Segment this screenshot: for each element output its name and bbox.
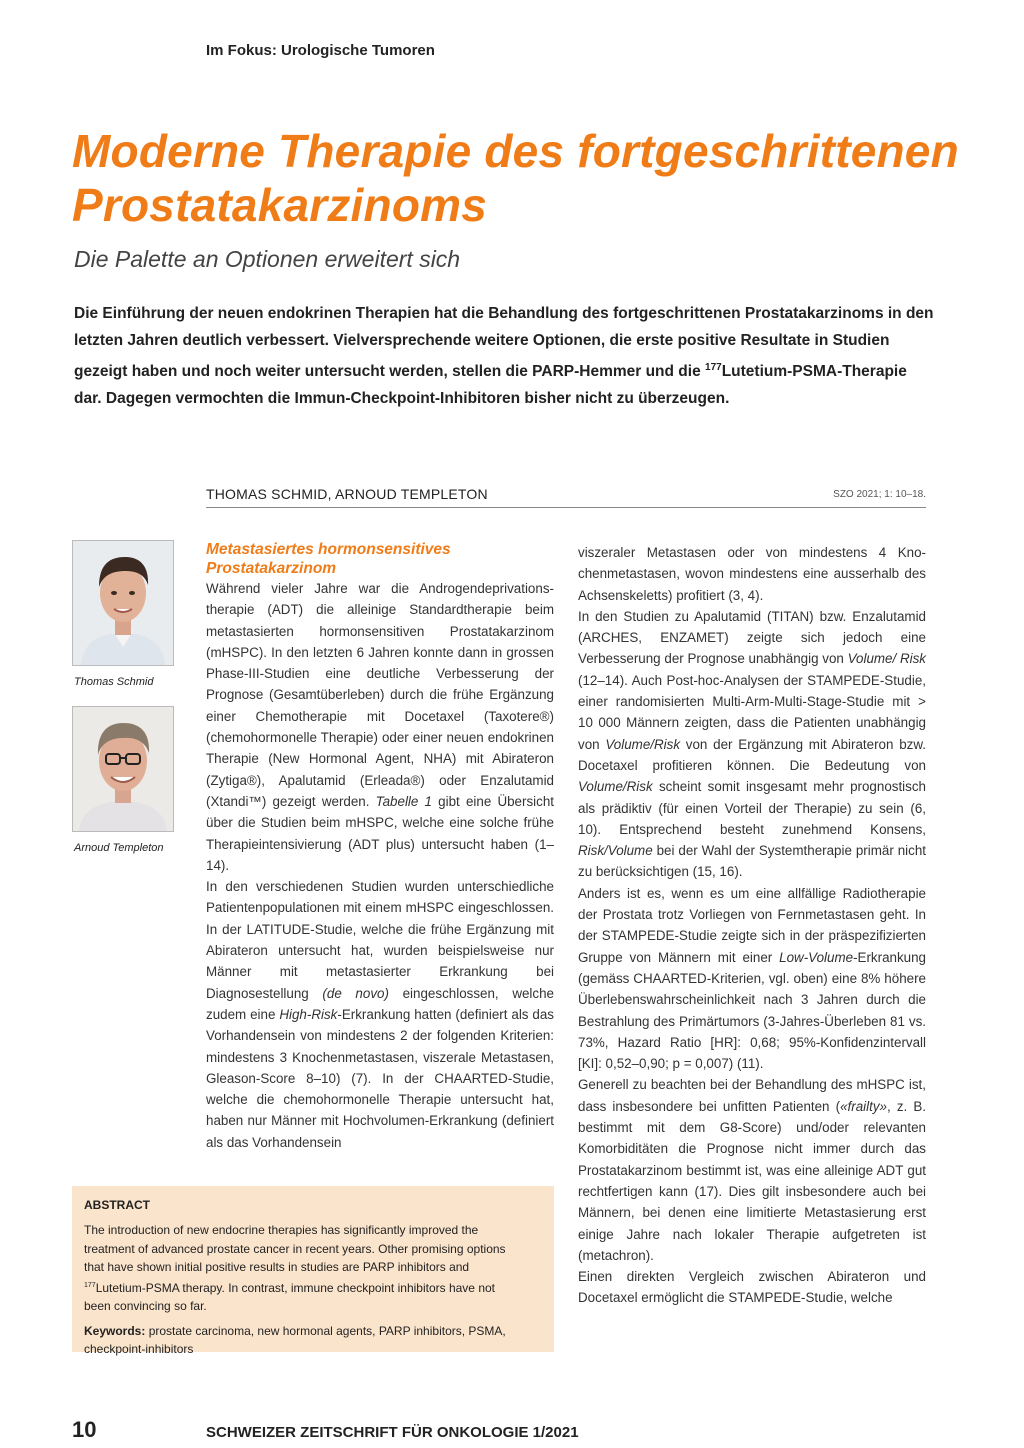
text-run: bei der Wahl der Systemtherapie primär nicht zu berücksichtigen (15, 16). [578,843,926,880]
author-photo-thomas-schmid [72,540,174,666]
abstract-text [84,1221,508,1316]
text-run: eingeschlossen, welche zudem eine [206,985,554,1022]
page-number: 10 [72,1417,97,1442]
text-run: Lutetium-PSMA therapy. In contrast, immune checkpoint inhibitors have not been convincing so far. [84,1280,495,1313]
section-heading-line-1: Metastasiertes hormonsensitives [206,541,451,558]
paragraph [578,883,926,1075]
text-run: The introduction of new endocrine therapies has significantly improved the treatment of advanced prostate cancer in recent years. Other promising options that have shown initial positive results in studies are PARP inhibitors and [84,1223,506,1274]
abstract-keywords [84,1322,508,1359]
article-lead [74,300,934,412]
keywords-label: Keywords: [84,1323,146,1338]
author-caption-2: Arnoud Templeton [74,842,164,854]
section-label: Im Fokus: Urologische Tumoren [206,42,435,59]
text-run: (12–14). Auch Post-hoc-Analysen der STAMPEDE-Studie, einer randomisierten Multi-Arm-Multi-Stage-Studie mit > 10 000 Männern zeigten, dass die Patienten unabhängig von [578,672,926,752]
lead-text-1: Die Einführung der neuen endokrinen Therapien hat die Behandlung des fortgeschrittenen Prostatakarzinoms in den letzten Jahren deutlich verbessert. Vielversprechende weitere Optionen, die erste positive Resultate in Studien gezeigt haben und noch weiter untersucht werden, stellen die PARP-Hemmer und die [74,305,934,381]
article-subtitle: Die Palette an Optionen erweitert sich [74,246,461,272]
author-caption-1: Thomas Schmid [74,676,154,688]
author-portrait-1-image [73,541,173,665]
emphasis: High-Risk [279,1006,338,1022]
emphasis: (de novo) [322,985,389,1001]
text-run: , z. B. bestimmt mit dem G8-Score) und/oder relevanten Komorbiditäten die Prognose nicht immer durch das Prostatakarzinom bestimmt ist, was eine alleinige ADT gut rechtfertigen kann (17). Dies gilt insbesondere auch bei Männern, bei denen eine limitierte Metastasierung erst einige Jahre nach lokaler Therapie aufgetreten ist (metachron). [578,1098,926,1263]
paragraph [578,606,926,883]
emphasis: «frailty» [840,1098,887,1114]
text-run: gibt eine Übersicht über die Studien beim mHSPC, welche eine solche frühe Therapieintensivierung (ADT plus) untersucht haben (1–14). [206,793,555,873]
text-run: Während vieler Jahre war die Androgendeprivationstherapie (ADT) die alleinige Standardtherapie beim metastasierten hormonsensitiven Prostatakarzinom (mHSPC). In den letzten 6 Jahren konnte dann in grossen Phase-III-Studien eine deutliche Verbesserung der Prognose (Gesamtüberleben) durch die frühe Ergänzung einer Chemotherapie mit Docetaxel (Taxotere®) (chemohormonelle Therapie) oder einer neuen endokrinen Therapie (New Hormonal Agent, NHA) mit Abirateron (Zytiga®), Apalutamid (Erleada®) oder Enzalutamid (Xtandi™) gezeigt werden. [206,581,554,809]
text-run: -Erkrankung (gemäss CHAARTED-Kriterien, vgl. oben) eine 8% höhere Überlebenswahrscheinlichkeit nach 3 Jahren durch die Bestrahlung des Primärtumors (3-Jahres-Überleben 81 vs. 73%, Hazard Ratio [HR]: 0,68; 95%-Konfidenzintervall [KI]: 0,52–0,90; p = 0,007) (11). [578,949,926,1072]
text-run: In den Studien zu Apalutamid (TITAN) bzw. Enzalutamid (ARCHES, ENZAMET) zeigte sich jedoch eine Verbesserung der Prognose unabhängig von [578,608,926,667]
author-photo-arnoud-templeton [72,706,174,832]
section-heading [206,540,554,578]
emphasis: Volume/Risk [578,779,653,795]
text-run: In den verschiedenen Studien wurden unterschiedliche Patientenpopulationen mit einem mHSPC eingeschlossen. In der LATITUDE-Studie, welche die frühe Ergänzung mit Abirateron untersucht hat, wurden beispielsweise nur Männer mit metastasierter Erkrankung bei Diagnosestellung [206,879,554,1001]
article-authors: THOMAS SCHMID, ARNOUD TEMPLETON [206,486,488,502]
paragraph [578,1074,926,1266]
author-divider [206,507,926,508]
keywords-list: prostate carcinoma, new hormonal agents, PARP inhibitors, PSMA, checkpoint-inhibitors [84,1323,506,1356]
text-run: -Erkrankung hatten (definiert als das Vorhandensein von mindestens 2 der folgenden Kriterien: mindestens 3 Knochenmetastasen, viszerale Metastasen, Gleason-Score 8–10) (7). In der CHAARTED-Studie, welche die chemohormonelle Therapie untersucht hat, haben nur Männer mit Hochvolumen-Erkrankung (definiert als das Vorhandensein [206,1006,555,1150]
abstract-heading: ABSTRACT [84,1198,150,1212]
text-run: Generell zu beachten bei der Behandlung des mHSPC ist, dass insbesondere bei unfitten Patienten ( [578,1077,926,1114]
emphasis: Volume/ Risk [847,651,926,667]
article-title [72,124,972,232]
emphasis: Volume/Risk [605,736,681,752]
lead-superscript: 177 [705,362,722,373]
body-column-middle [206,540,554,1153]
text-run: scheint somit insgesamt mehr prognostisch als prädiktiv (für einen Vorteil der Therapie) zu sein (6, 10). Entsprechend besteht zunehmend Konsens, [578,779,926,837]
abstract-superscript: 177 [84,1281,96,1289]
paragraph [206,876,554,1153]
body-column-right [578,542,926,1309]
emphasis: Low-Volume [779,949,854,965]
article-title-line-2: Prostatakarzinoms [72,179,487,231]
text-run: von der Ergänzung mit Abirateron bzw. Docetaxel profitieren können. Die Bedeutung von [578,736,926,773]
journal-footer: SCHWEIZER ZEITSCHRIFT FÜR ONKOLOGIE 1/2021 [206,1424,579,1441]
lead-text-2: Lutetium-PSMA-Therapie dar. Dagegen vermochten die Immun-Checkpoint-Inhibitoren bisher nicht zu überzeugen. [74,363,907,408]
text-run: Anders ist es, wenn es um eine allfällige Radiotherapie der Prostata trotz Vorliegen von Fernmetastasen geht. In der STAMPEDE-Studie zeigte sich in der präspezifizierten Gruppe von Männern mit einer [578,885,926,965]
paragraph: viszeraler Metastasen oder von mindestens 4 Knochenmetastasen, wovon mindestens eine ausserhalb des Achsenskeletts) profitiert (3, 4). [578,545,926,603]
paragraph: Einen direkten Vergleich zwischen Abirateron und Docetaxel ermöglicht die STAMPEDE-Studie, welche [578,1269,926,1306]
emphasis: Risk/Volume [578,843,653,859]
article-title-line-1: Moderne Therapie des fortgeschrittenen [72,125,959,177]
table-reference: Tabelle 1 [375,793,432,809]
article-citation: SZO 2021; 1: 10–18. [833,489,926,500]
section-heading-line-2: Prostatakarzinom [206,560,337,577]
paragraph [206,578,554,876]
author-portrait-2-image [73,707,173,831]
abstract-box [72,1186,554,1356]
